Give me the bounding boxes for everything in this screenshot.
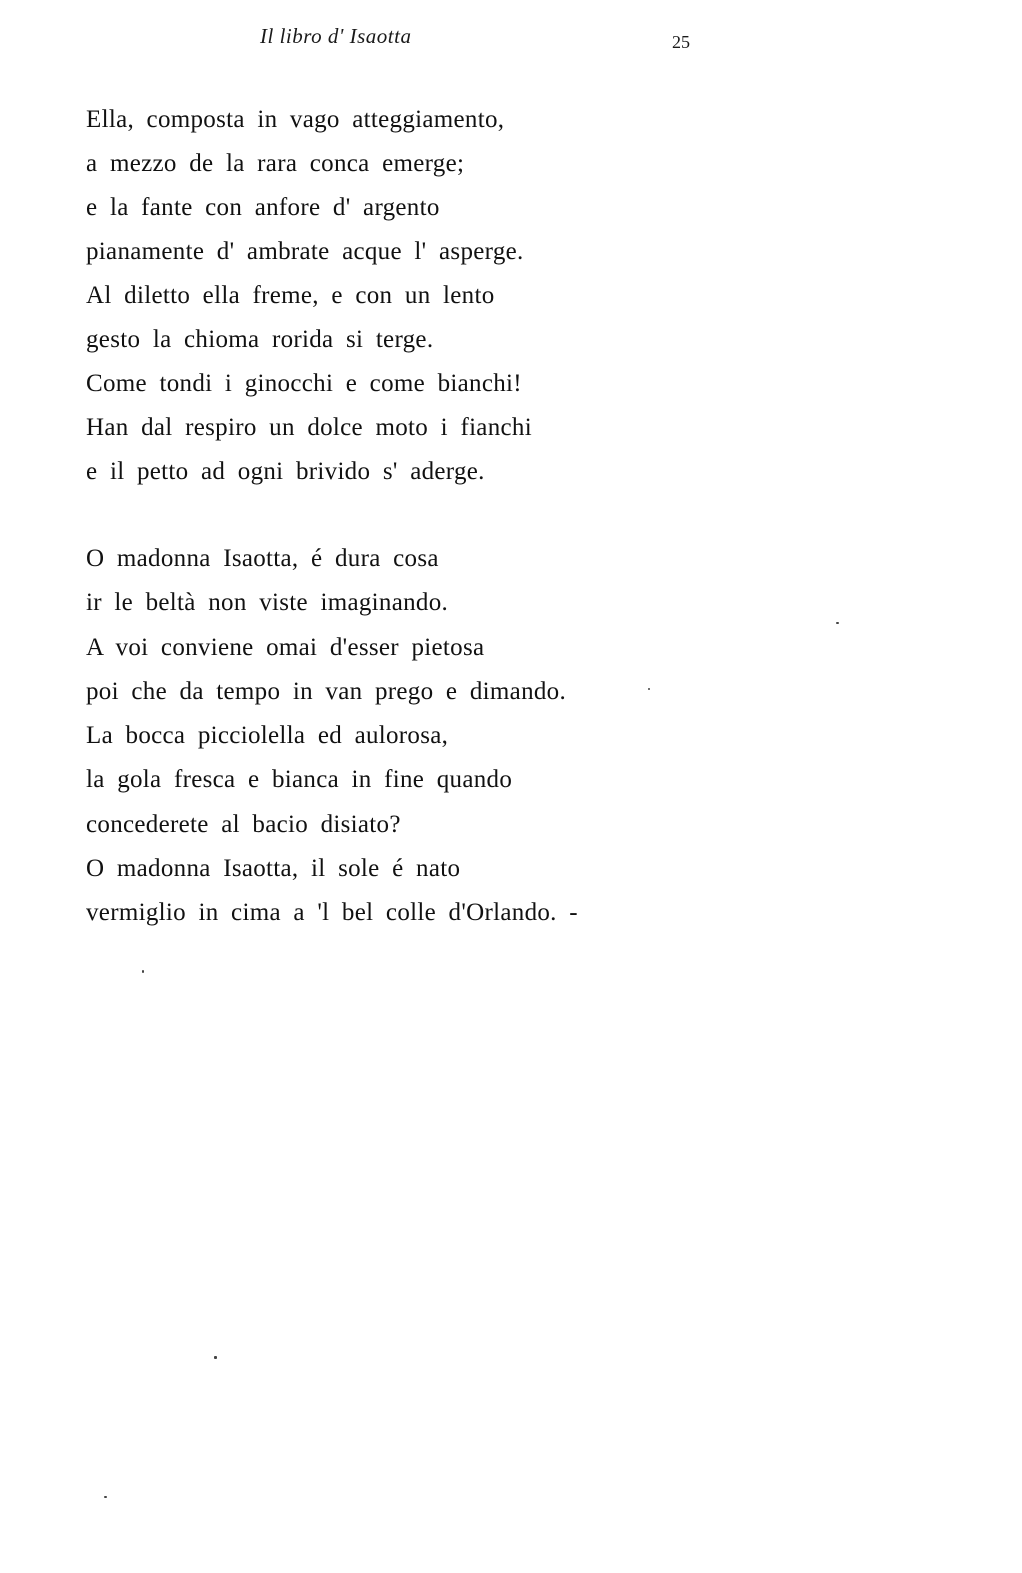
verse-line: e la fante con anfore d' argento [86,194,440,221]
verse-line: gesto la chioma rorida si terge. [86,326,434,353]
verse-line: La bocca picciolella ed aulorosa, [86,722,449,750]
scan-speck [836,622,839,624]
scan-speck [142,970,144,973]
verse-line: poi che da tempo in van prego e dimando. [86,677,567,705]
verse-line: A voi conviene omai d'esser pietosa [86,633,485,661]
scan-speck [648,688,650,690]
stanza-1 [86,98,532,494]
verse-line: a mezzo de la rara conca emerge; [86,150,465,177]
page-number: 25 [672,32,690,52]
verse-line: O madonna Isaotta, é dura cosa [86,545,439,572]
scan-speck [104,1496,107,1498]
verse-line: e il petto ad ogni brivido s' aderge. [86,458,485,485]
verse-line: Al diletto ella freme, e con un lento [86,282,495,309]
verse-line: Come tondi i ginocchi e come bianchi! [86,370,522,397]
running-title: Il libro d' Isaotta [260,24,412,48]
scan-speck [214,1356,217,1359]
verse-line: Han dal respiro un dolce moto i fianchi [86,414,532,441]
verse-line: vermiglio in cima a 'l bel colle d'Orlando. - [86,899,578,927]
stanza-2 [86,537,578,936]
verse-line: O madonna Isaotta, il sole é nato [86,855,461,883]
verse-line: pianamente d' ambrate acque l' asperge. [86,238,524,265]
verse-line: concederete al bacio disiato? [86,810,401,838]
verse-line: Ella, composta in vago atteggiamento, [86,106,505,133]
verse-line: ir le beltà non viste imaginando. [86,589,449,617]
verse-line: la gola fresca e bianca in fine quando [86,766,513,794]
